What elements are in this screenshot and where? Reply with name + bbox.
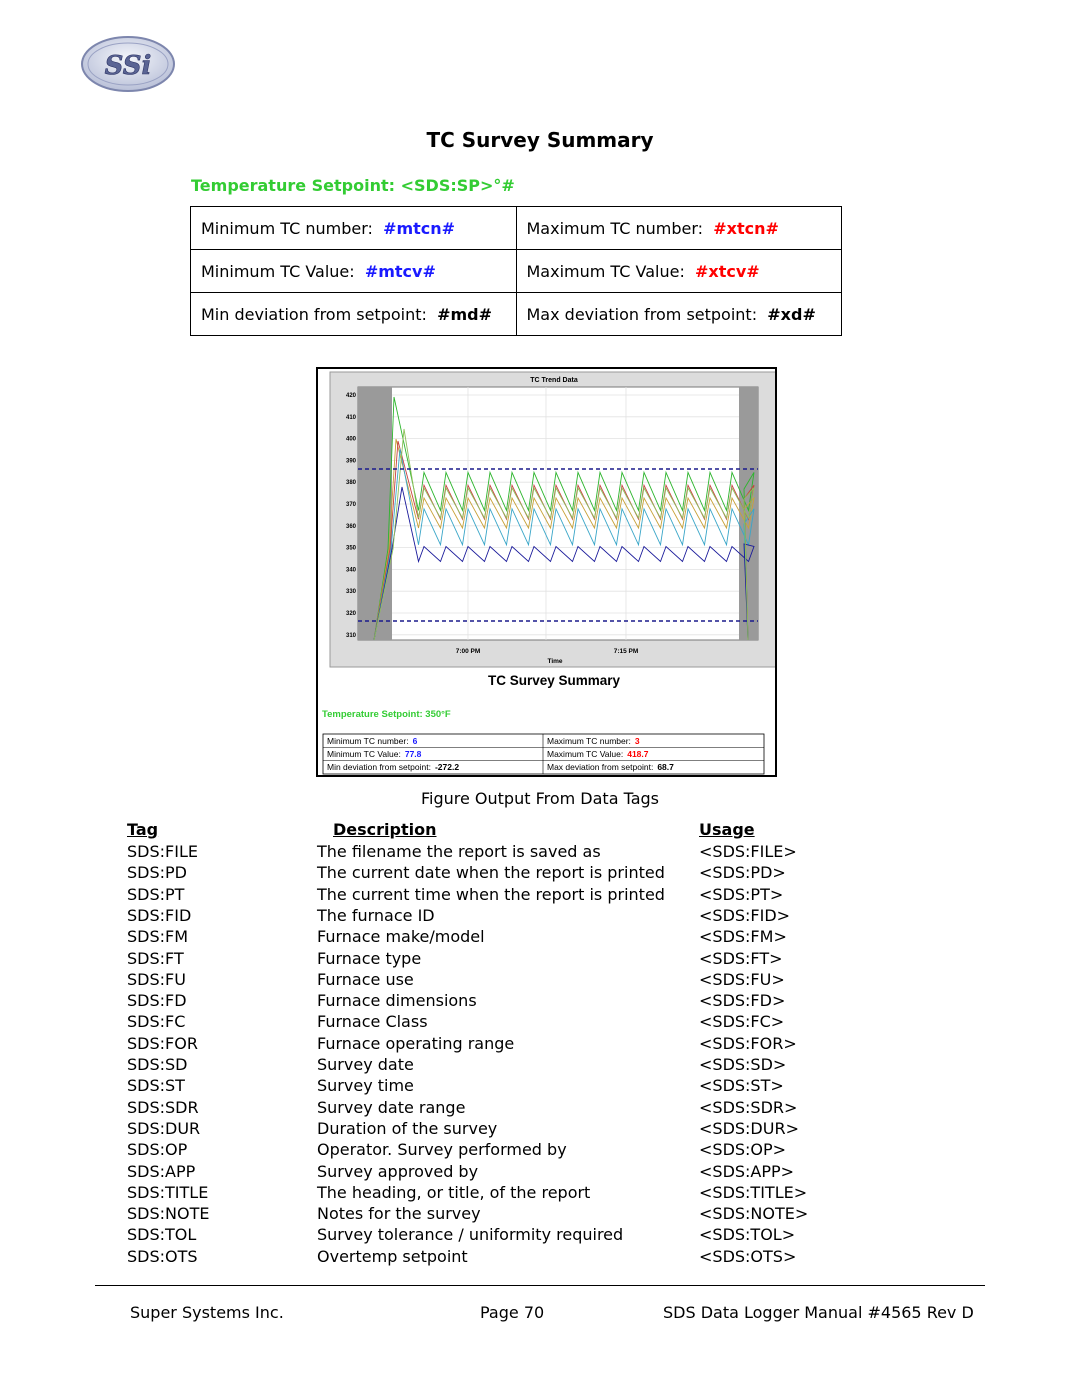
usage-cell: <SDS:TOL>	[699, 1225, 796, 1245]
usage-cell: <SDS:FOR>	[699, 1033, 797, 1053]
tc-summary-table	[190, 206, 842, 336]
y-tick-label: 330	[346, 589, 357, 596]
y-tick-label: 310	[346, 632, 357, 639]
tag-cell: SDS:FU	[127, 969, 186, 989]
y-tick-label: 390	[346, 458, 357, 465]
y-tick-label: 340	[346, 567, 357, 574]
description-cell: Furnace make/model	[317, 927, 485, 947]
min-tc-number-tag: #mtcn#	[383, 218, 456, 238]
tag-cell: SDS:FILE	[127, 842, 198, 861]
y-tick-label: 370	[346, 502, 357, 508]
tag-cell: SDS:FC	[127, 1012, 186, 1032]
figure-svg	[318, 369, 775, 775]
shaded-start	[358, 387, 392, 640]
usage-cell: <SDS:SDR>	[699, 1097, 798, 1117]
tag-cell: SDS:FT	[127, 948, 184, 968]
report-setpoint: Temperature Setpoint: 350°F	[322, 709, 451, 720]
description-cell: Furnace Class	[317, 1012, 428, 1032]
report-max-tc-value: Maximum TC Value: 418.7	[547, 749, 649, 759]
description-cell: Survey approved by	[317, 1161, 479, 1181]
x-axis-label: Time	[547, 658, 563, 665]
tag-cell: SDS:PT	[127, 884, 185, 904]
description-cell: Operator. Survey performed by	[317, 1140, 567, 1160]
min-tc-number-label: Minimum TC number:	[201, 218, 373, 238]
description-cell: The furnace ID	[317, 905, 435, 925]
min-tc-value-tag: #mtcv#	[364, 261, 436, 281]
report-min-tc-number: Minimum TC number: 6	[327, 736, 418, 746]
usage-cell: <SDS:TITLE>	[699, 1182, 808, 1202]
figure-caption: Figure Output From Data Tags	[420, 789, 660, 808]
description-cell: Survey date range	[317, 1097, 466, 1117]
description-cell: The current time when the report is printed	[317, 884, 665, 904]
figure-report-image	[316, 367, 777, 777]
x-tick-label: 7:00 PM	[455, 648, 481, 655]
min-tc-number-cell	[191, 207, 517, 250]
shaded-end	[739, 387, 758, 640]
y-tick-label: 410	[346, 414, 357, 421]
temperature-setpoint: Temperature Setpoint: <SDS:SP>°#	[191, 176, 515, 195]
usage-cell: <SDS:FM>	[699, 927, 787, 947]
description-cell: Notes for the survey	[317, 1204, 481, 1224]
y-tick-label: 420	[346, 393, 357, 399]
footer-page: Page 70	[480, 1303, 545, 1322]
tag-cell: SDS:ST	[127, 1076, 185, 1096]
report-max-deviation: Max deviation from setpoint: 68.7	[547, 762, 674, 772]
usage-cell: <SDS:FT>	[699, 948, 783, 968]
usage-cell: <SDS:NOTE>	[699, 1204, 809, 1224]
y-tick-label: 320	[346, 611, 357, 617]
usage-cell: <SDS:ST>	[699, 1076, 784, 1096]
usage-cell: <SDS:FID>	[699, 905, 791, 925]
description-cell: Furnace use	[317, 969, 414, 989]
tag-cell: SDS:PD	[127, 863, 187, 883]
description-cell: Furnace dimensions	[317, 991, 477, 1011]
report-min-deviation: Min deviation from setpoint: -272.2	[327, 762, 460, 772]
y-tick-label: 380	[346, 480, 357, 487]
description-cell: Furnace operating range	[317, 1033, 515, 1053]
max-tc-value-cell	[516, 250, 842, 293]
report-min-tc-value: Minimum TC Value: 77.8	[327, 749, 422, 759]
max-tc-value-tag: #xtcv#	[695, 261, 760, 281]
tag-cell: SDS:OP	[127, 1140, 188, 1160]
description-cell: Survey date	[317, 1055, 414, 1074]
usage-cell: <SDS:FD>	[699, 991, 786, 1011]
tag-cell: SDS:NOTE	[127, 1204, 210, 1224]
usage-cell: <SDS:OTS>	[699, 1246, 797, 1266]
usage-cell: <SDS:PD>	[699, 863, 786, 883]
description-cell: Duration of the survey	[317, 1118, 498, 1138]
usage-cell: <SDS:PT>	[699, 884, 784, 904]
logo-text: SSi	[104, 51, 152, 81]
min-deviation-label: Min deviation from setpoint:	[201, 304, 427, 324]
max-deviation-label: Max deviation from setpoint:	[526, 304, 758, 324]
description-cell: The heading, or title, of the report	[317, 1182, 591, 1202]
tag-cell: SDS:FM	[127, 927, 189, 947]
footer-manual: SDS Data Logger Manual #4565 Rev D	[663, 1303, 974, 1322]
usage-cell: <SDS:OP>	[699, 1140, 787, 1160]
tag-cell: SDS:TOL	[127, 1225, 197, 1245]
tag-cell: SDS:APP	[127, 1161, 196, 1181]
max-tc-number-tag: #xtcn#	[713, 218, 779, 238]
min-deviation-tag: #md#	[437, 304, 493, 324]
report-title: TC Survey Summary	[487, 673, 621, 688]
description-cell: Furnace type	[317, 948, 422, 968]
tag-cell: SDS:FOR	[127, 1033, 198, 1053]
footer-company: Super Systems Inc.	[130, 1303, 284, 1322]
tag-cell: SDS:SDR	[127, 1097, 199, 1117]
header-usage: Usage	[699, 820, 755, 839]
usage-cell: <SDS:DUR>	[699, 1118, 799, 1138]
report-max-tc-number: Maximum TC number: 3	[547, 736, 640, 746]
x-tick-label: 7:15 PM	[613, 648, 639, 655]
header-description: Description	[333, 820, 437, 839]
tag-cell: SDS:DUR	[127, 1118, 201, 1138]
max-tc-number-cell	[516, 207, 842, 250]
tag-cell: SDS:FD	[127, 991, 187, 1011]
y-tick-label: 400	[346, 436, 357, 443]
min-deviation-cell	[191, 293, 517, 336]
description-cell: Survey time	[317, 1076, 414, 1096]
max-deviation-cell	[516, 293, 842, 336]
description-cell: Overtemp setpoint	[317, 1246, 468, 1266]
footer-divider	[95, 1285, 985, 1286]
y-tick-label: 360	[346, 523, 357, 530]
usage-cell: <SDS:SD>	[699, 1055, 787, 1074]
min-tc-value-label: Minimum TC Value:	[201, 261, 355, 281]
tag-cell: SDS:TITLE	[127, 1182, 209, 1202]
description-cell: The current date when the report is printed	[317, 863, 665, 883]
tag-cell: SDS:FID	[127, 905, 192, 925]
ssi-logo	[78, 34, 178, 94]
usage-cell: <SDS:FILE>	[699, 842, 797, 861]
usage-cell: <SDS:FU>	[699, 969, 785, 989]
max-deviation-tag: #xd#	[767, 304, 816, 324]
header-tag: Tag	[127, 820, 159, 839]
chart-title: TC Trend Data	[530, 377, 578, 384]
y-tick-label: 350	[346, 545, 357, 552]
description-cell: Survey tolerance / uniformity required	[317, 1225, 624, 1245]
description-cell: The filename the report is saved as	[317, 842, 601, 861]
page-title: TC Survey Summary	[426, 128, 654, 152]
tag-cell: SDS:OTS	[127, 1246, 198, 1266]
max-tc-value-label: Maximum TC Value:	[526, 261, 685, 281]
max-tc-number-label: Maximum TC number:	[526, 218, 704, 238]
min-tc-value-cell	[191, 250, 517, 293]
tag-cell: SDS:SD	[127, 1055, 188, 1074]
usage-cell: <SDS:APP>	[699, 1161, 795, 1181]
usage-cell: <SDS:FC>	[699, 1012, 785, 1032]
